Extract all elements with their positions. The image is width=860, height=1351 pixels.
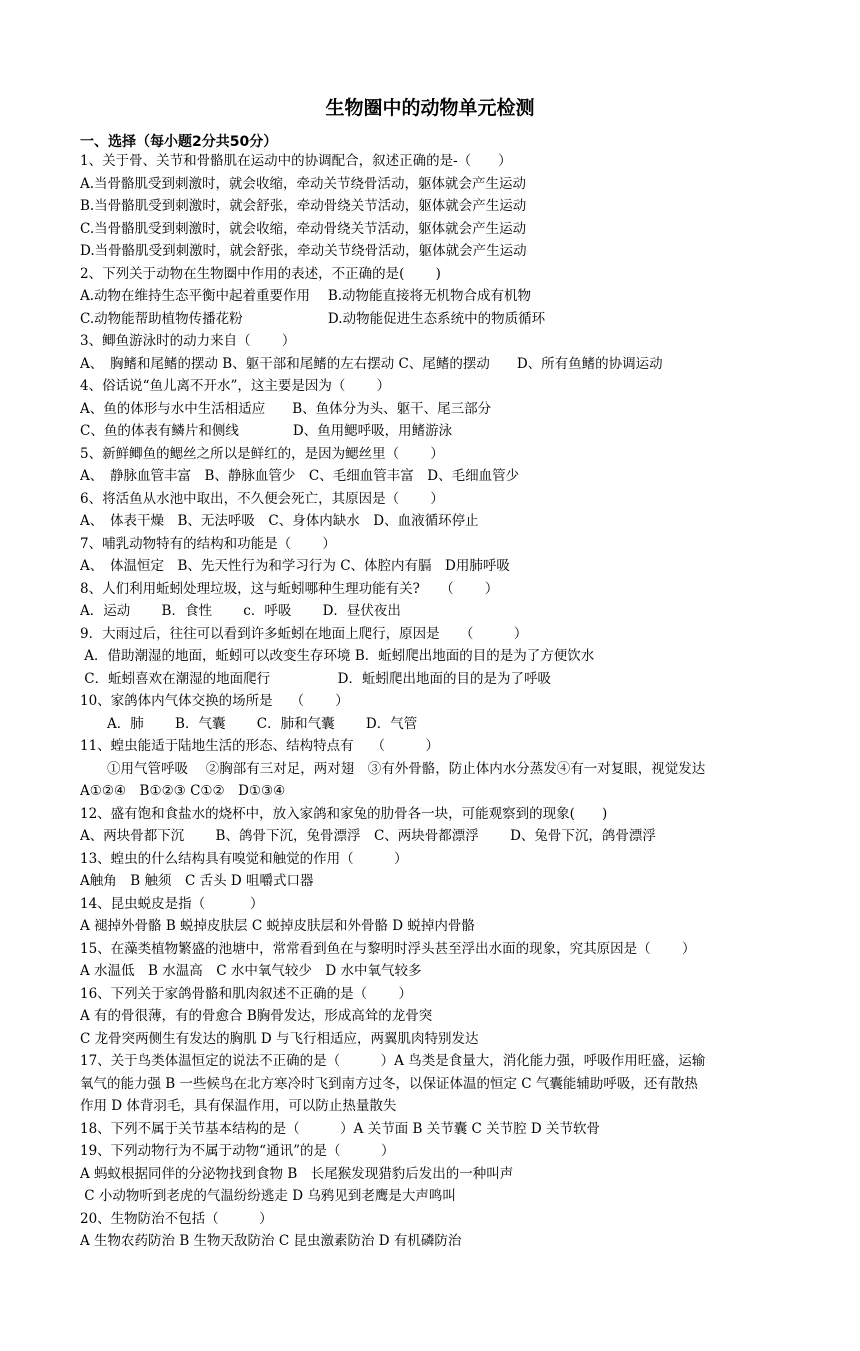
text-line: 12、盛有饱和食盐水的烧杯中，放入家鸽和家兔的肋骨各一块，可能观察到的现象( ) xyxy=(80,805,608,822)
text-line: 7、哺乳动物特有的结构和功能是（ ） xyxy=(80,535,336,552)
text-line: A①②④ B①②③ C①② D①③④ xyxy=(80,783,286,799)
text-line: C、鱼的体表有鳞片和侧线 D、鱼用鳃呼吸，用鳍游泳 xyxy=(80,423,453,439)
text-line: C．蚯蚓喜欢在潮湿的地面爬行 D．蚯蚓爬出地面的目的是为了呼吸 xyxy=(80,670,551,687)
text-line: A 蚂蚁根据同伴的分泌物找到食物 B 长尾猴发现猎豹后发出的一种叫声 xyxy=(80,1165,514,1182)
text-line: A 生物农药防治 B 生物天敌防治 C 昆虫激素防治 D 有机磷防治 xyxy=(80,1233,462,1249)
text-line: 18、下列不属于关节基本结构的是（ ）A 关节面 B 关节囊 C 关节腔 D 关节软骨 xyxy=(80,1120,601,1137)
text-line: 9．大雨过后，往往可以看到许多蚯蚓在地面上爬行，原因是 （ ） xyxy=(80,625,528,642)
text-line: 1、关于骨、关节和骨骼肌在运动中的协调配合，叙述正确的是-（ ） xyxy=(80,153,512,169)
text-line: A 褪掉外骨骼 B 蜕掉皮肤层 C 蜕掉皮肤层和外骨骼 D 蜕掉内骨骼 xyxy=(80,918,475,934)
text-line: 17、关于鸟类体温恒定的说法不正确的是（ ）A 鸟类是食量大，消化能力强，呼吸作用旺盛，运输 xyxy=(80,1053,706,1069)
text-line: 11、蝗虫能适于陆地生活的形态、结构特点有 （ ） xyxy=(80,738,439,754)
text-line: 6、将活鱼从水池中取出，不久便会死亡，其原因是（ ） xyxy=(80,490,444,507)
text-line: C 小动物听到老虎的气温纷纷逃走 D 乌鸦见到老鹰是大声鸣叫 xyxy=(80,1188,456,1204)
text-line: 3、鲫鱼游泳时的动力来自（ ） xyxy=(80,333,296,349)
text-line: A 水温低 B 水温高 C 水中氧气较少 D 水中氧气较多 xyxy=(80,963,422,979)
text-line: 14、昆虫蜕皮是指（ ） xyxy=(80,895,264,912)
text-line: C 龙骨突两侧生有发达的胸肌 D 与飞行相适应，两翼肌肉特别发达 xyxy=(80,1030,479,1047)
text-line: 13、蝗虫的什么结构具有嗅觉和触觉的作用（ ） xyxy=(80,850,408,867)
text-line: 15、在藻类植物繁盛的池塘中，常常看到鱼在与黎明时浮头甚至浮出水面的现象，究其原因是（ ） xyxy=(80,940,696,957)
text-line: D.当骨骼肌受到刺激时，就会舒张，牵动关节绕骨活动，躯体就会产生运动 xyxy=(80,243,527,259)
text-line: 16、下列关于家鸽骨骼和肌肉叙述不正确的是（ ） xyxy=(80,985,412,1002)
text-line: 4、俗话说“鱼儿离不开水”，这主要是因为（ ） xyxy=(80,378,391,394)
text-line: 19、下列动物行为不属于动物“通讯”的是（ ） xyxy=(80,1143,395,1159)
text-line: 作用 D 体背羽毛，具有保温作用，可以防止热量散失 xyxy=(80,1098,397,1114)
text-line: 10、家鸽体内气体交换的场所是 （ ） xyxy=(80,693,349,709)
section-heading: 一、选择（每小题2分共50分） xyxy=(80,134,278,150)
text-line: A触角 B 触须 C 舌头 D 咀嚼式口器 xyxy=(80,873,314,889)
question-list xyxy=(80,150,780,1253)
page-title: 生物圈中的动物单元检测 xyxy=(325,97,535,119)
text-line: 20、生物防治不包括（ ） xyxy=(80,1210,273,1227)
text-line: A、 胸鳍和尾鳍的摆动 B、躯干部和尾鳍的左右摆动 C、尾鳍的摆动 D、所有鱼鳍的协调运动 xyxy=(80,355,663,372)
text-line: C.动物能帮助植物传播花粉 D.动物能促进生态系统中的物质循环 xyxy=(80,310,546,327)
text-line: A．借助潮湿的地面，蚯蚓可以改变生存环境 B．蚯蚓爬出地面的目的是为了方便饮水 xyxy=(80,648,595,664)
text-line: ①用气管呼吸 ②胸部有三对足，两对翅 ③有外骨骼，防止体内水分蒸发④有一对复眼，视觉发达 xyxy=(80,760,706,777)
text-line: A.当骨骼肌受到刺激时，就会收缩，牵动关节绕骨活动，躯体就会产生运动 xyxy=(80,175,527,192)
text-line: 氧气的能力强 B 一些候鸟在北方寒冷时飞到南方过冬，以保证体温的恒定 C 气囊能辅助呼吸，还有散热 xyxy=(80,1075,698,1092)
text-line: A、鱼的体形与水中生活相适应 B、鱼体分为头、躯干、尾三部分 xyxy=(80,400,492,417)
text-line: A.动物在维持生态平衡中起着重要作用 B.动物能直接将无机物合成有机物 xyxy=(80,288,532,304)
text-line: A、两块骨都下沉 B、鸽骨下沉，兔骨漂浮 C、两块骨都漂浮 D、兔骨下沉，鸽骨漂浮 xyxy=(80,828,656,844)
text-line: A、 体温恒定 B、先天性行为和学习行为 C、体腔内有膈 D用肺呼吸 xyxy=(80,558,510,574)
text-line: A、 静脉血管丰富 B、静脉血管少 C、毛细血管丰富 D、毛细血管少 xyxy=(80,468,520,484)
text-line: 2、下列关于动物在生物圈中作用的表述，不正确的是( ) xyxy=(80,265,441,282)
text-line: A、 体表干燥 B、无法呼吸 C、身体内缺水 D、血液循环停止 xyxy=(80,513,479,529)
text-line: C.当骨骼肌受到刺激时，就会收缩，牵动骨绕关节活动，躯体就会产生运动 xyxy=(80,220,527,237)
text-line: A．肺 B．气囊 C．肺和气囊 D．气管 xyxy=(80,715,418,732)
text-line: 5、新鲜鲫鱼的鳃丝之所以是鲜红的，是因为鳃丝里（ ） xyxy=(80,445,444,462)
text-line: A．运动 B．食性 c．呼吸 D．昼伏夜出 xyxy=(80,603,401,619)
text-line: 8、人们利用蚯蚓处理垃圾，这与蚯蚓哪种生理功能有关? （ ） xyxy=(80,580,499,597)
text-line: A 有的骨很薄，有的骨愈合 B胸骨发达，形成高耸的龙骨突 xyxy=(80,1008,433,1024)
text-line: B.当骨骼肌受到刺激时，就会舒张，牵动骨绕关节活动，躯体就会产生运动 xyxy=(80,198,527,214)
